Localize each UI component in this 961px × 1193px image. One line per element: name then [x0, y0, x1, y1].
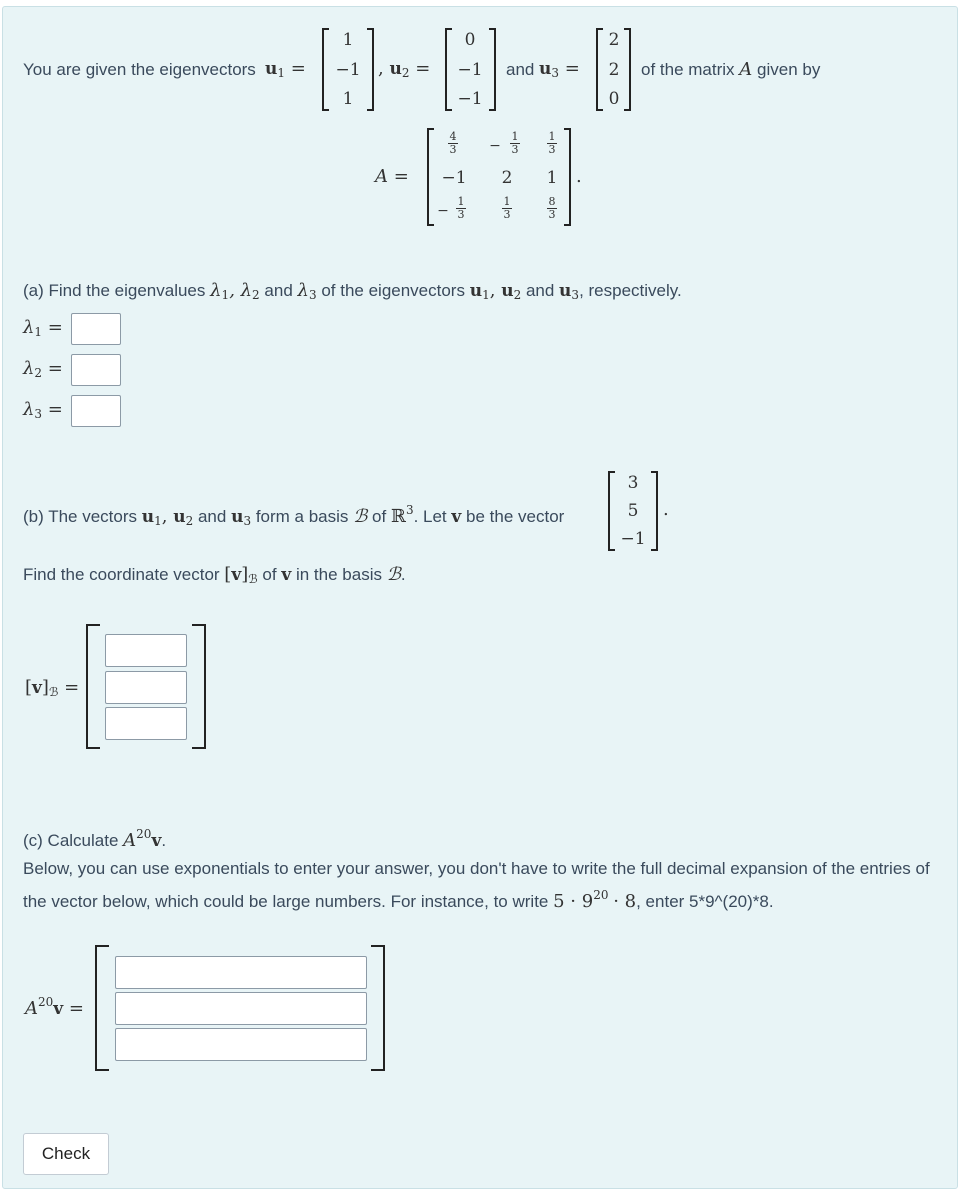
answer-input-1[interactable] [115, 956, 367, 989]
v-entry-3: −1 [620, 529, 646, 549]
u3-entry-1: 2 [608, 30, 620, 50]
part-c-instructions: Below, you can use exponentials to enter your answer, you don't have to write the full decimal expansion of the entries of the vector below, which could be large numbers. For instance, to write $5 \cdot 9^{20} \cdot 8$, enter 5*9^(20)*8. [23, 859, 930, 912]
v-entry-1: 3 [627, 473, 639, 493]
matrix-a-label: A = [375, 166, 409, 187]
u3-bracket-left [596, 28, 603, 111]
answer-vector-label: $A^{20}v$ = [25, 995, 84, 1019]
a23: 1 [546, 168, 558, 188]
part-b-find: Find the coordinate vector $[v]_ℬ$ of v in the basis ℬ. [23, 564, 406, 586]
a31-fraction: 1 3 [457, 195, 465, 221]
a22: 2 [501, 168, 513, 188]
lambda1-label: $\lambda_1$ = [23, 317, 63, 339]
lambda2-label: $\lambda_2$ = [23, 358, 63, 380]
u3-entry-2: 2 [608, 60, 620, 80]
a13-fraction: 1 3 [548, 130, 556, 156]
u1-entry-2: −1 [335, 60, 361, 80]
v-bracket-right [651, 471, 658, 551]
answer-input-2[interactable] [115, 992, 367, 1025]
a33-fraction: 8 3 [548, 195, 556, 221]
intro-tail: of the matrix A given by [641, 59, 821, 80]
part-b-prompt: (b) The vectors $u_1$, $u_2$ and $u_3$ form a basis ℬ of ℝ$^3$. Let v be the vector [23, 503, 565, 528]
v-entry-2: 5 [627, 501, 639, 521]
part-a-prompt: (a) Find the eigenvalues $\lambda_1$, $\lambda_2$ and $\lambda_3$ of the eigenvectors $u_1$, $u_2$ and $u_3$, respectively. [23, 280, 682, 302]
matrix-a-bracket-left [427, 128, 434, 226]
coord-bracket-right [192, 624, 206, 749]
a12-fraction: 1 3 [511, 130, 519, 156]
and-word: and [506, 60, 535, 79]
answer-bracket-right [371, 945, 385, 1071]
u1-bracket-left [322, 28, 329, 111]
coord-input-1[interactable] [105, 634, 187, 667]
coord-vector-label: $[v]_ℬ$ = [25, 677, 80, 699]
coord-input-2[interactable] [105, 671, 187, 704]
answer-bracket-left [95, 945, 109, 1071]
u1-entry-3: 1 [342, 89, 354, 109]
u2-bracket-right [489, 28, 496, 111]
u2-label: , $u_2$ = [378, 58, 431, 80]
a31-sign: − [437, 203, 449, 219]
part-c-prompt: (c) Calculate $A^{20}v$. [23, 827, 167, 851]
a21: −1 [441, 168, 467, 188]
u1-label: $u_1$ = [265, 58, 306, 80]
coord-input-3[interactable] [105, 707, 187, 740]
lambda1-input[interactable] [71, 313, 121, 345]
a11-fraction: 4 3 [449, 130, 457, 156]
matrix-a-period: . [576, 166, 582, 187]
u2-entry-2: −1 [457, 60, 483, 80]
a32-fraction: 1 3 [503, 195, 511, 221]
v-period: . [663, 499, 669, 520]
u2-entry-1: 0 [464, 30, 476, 50]
lambda3-input[interactable] [71, 395, 121, 427]
u3-bracket-right [624, 28, 631, 111]
check-button[interactable]: Check [23, 1133, 109, 1175]
u2-entry-3: −1 [457, 89, 483, 109]
intro-lead: You are given the eigenvectors [23, 60, 256, 79]
lambda2-input[interactable] [71, 354, 121, 386]
a12-sign: − [489, 138, 501, 154]
coord-bracket-left [86, 624, 100, 749]
v-bracket-left [608, 471, 615, 551]
u1-bracket-right [367, 28, 374, 111]
lambda3-label: $\lambda_3$ = [23, 399, 63, 421]
u3-entry-3: 0 [608, 89, 620, 109]
answer-input-3[interactable] [115, 1028, 367, 1061]
u1-entry-1: 1 [342, 30, 354, 50]
u3-label: $u_3$ = [539, 58, 580, 80]
matrix-a-bracket-right [564, 128, 571, 226]
u2-bracket-left [445, 28, 452, 111]
